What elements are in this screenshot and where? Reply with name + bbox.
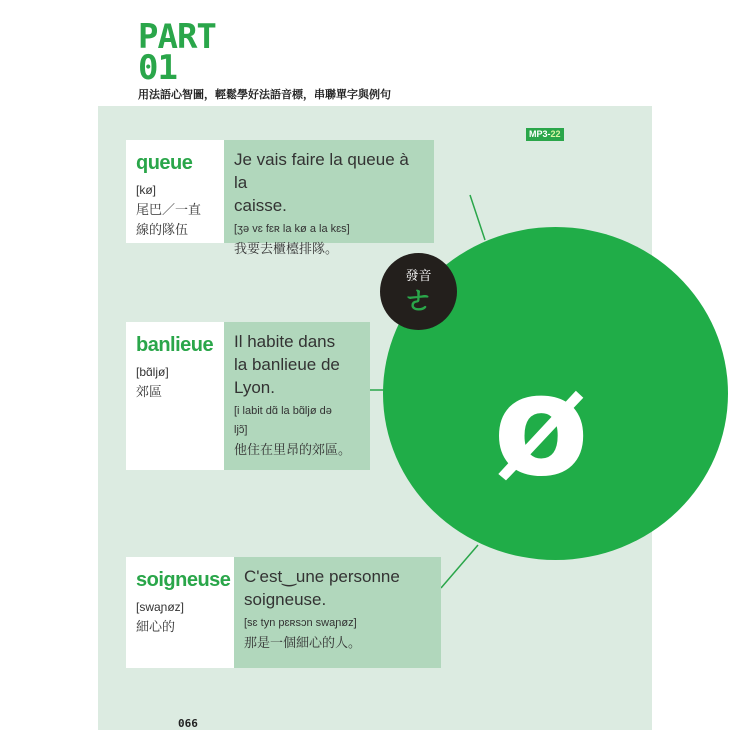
vocab-word: banlieue (136, 334, 214, 356)
pronunciation-label: 發音 (405, 268, 432, 283)
vocab-ipa: [swaɲøz] (136, 600, 185, 614)
sentence-ipa-line: [sɛ tyn pɛʀsɔn swaɲøz] (244, 617, 357, 629)
sentence-line: soigneuse. (244, 590, 327, 609)
vocab-word: soigneuse (136, 569, 231, 591)
meaning-line: 尾巴／一直 (136, 202, 202, 217)
sentence-line: Je vais faire la queue à la (234, 150, 409, 192)
meaning-line: 線的隊伍 (136, 222, 189, 237)
word-card-banlieue (126, 322, 224, 470)
example-sentence (234, 330, 360, 399)
sentence-line: Il habite dans (234, 332, 336, 351)
sentence-card-banlieue (224, 322, 370, 470)
sentence-translation: 那是一個細心的人。 (244, 635, 362, 650)
vocab-word: queue (136, 152, 193, 174)
connector-line-soigneuse (441, 545, 478, 588)
phoneme-letter: ø (493, 345, 590, 508)
zhuyin-symbol: ㄜ (403, 284, 434, 317)
example-sentence (244, 565, 431, 611)
vocab-meaning (136, 617, 224, 637)
vocab-meaning (136, 200, 214, 240)
mp3-number: 22 (550, 129, 561, 139)
pronunciation-badge (380, 253, 457, 330)
sentence-ipa (234, 402, 360, 440)
sentence-ipa (244, 614, 431, 633)
sentence-translation: 我要去櫃檯排隊。 (234, 241, 339, 256)
sentence-translation: 他住在里昂的郊區。 (234, 442, 352, 457)
part-number: 01 (138, 48, 177, 88)
meaning-line: 郊區 (136, 384, 163, 399)
word-card-queue (126, 140, 224, 243)
part-label: PART (138, 17, 216, 57)
mp3-prefix: MP3- (529, 129, 551, 139)
sentence-ipa-line: ljɔ̃] (234, 424, 248, 436)
sentence-ipa (234, 220, 424, 239)
sentence-line: C'est‿une personne (244, 567, 400, 586)
meaning-line: 細心的 (136, 619, 176, 634)
sentence-line: caisse. (234, 196, 287, 215)
connector-line-queue (470, 195, 485, 240)
sentence-card-queue (224, 140, 434, 256)
sentence-line: la banlieue de (234, 355, 340, 374)
vocab-ipa: [kø] (136, 183, 156, 197)
vocab-meaning (136, 382, 214, 402)
sentence-line: Lyon. (234, 378, 275, 397)
example-sentence (234, 148, 424, 217)
sentence-card-soigneuse (234, 557, 441, 668)
vocab-ipa: [bɑ̃ljø] (136, 365, 169, 379)
sentence-ipa-line: [i labit dɑ̃ la bɑ̃ljø də (234, 405, 332, 417)
sentence-ipa-line: [ʒə vɛ fɛʀ la kø a la kɛs] (234, 223, 350, 235)
page-subtitle: 用法語心智圖，輕鬆學好法語音標，串聯單字與例句 (138, 89, 391, 101)
page-number: 066 (178, 717, 198, 730)
word-card-soigneuse (126, 557, 234, 668)
